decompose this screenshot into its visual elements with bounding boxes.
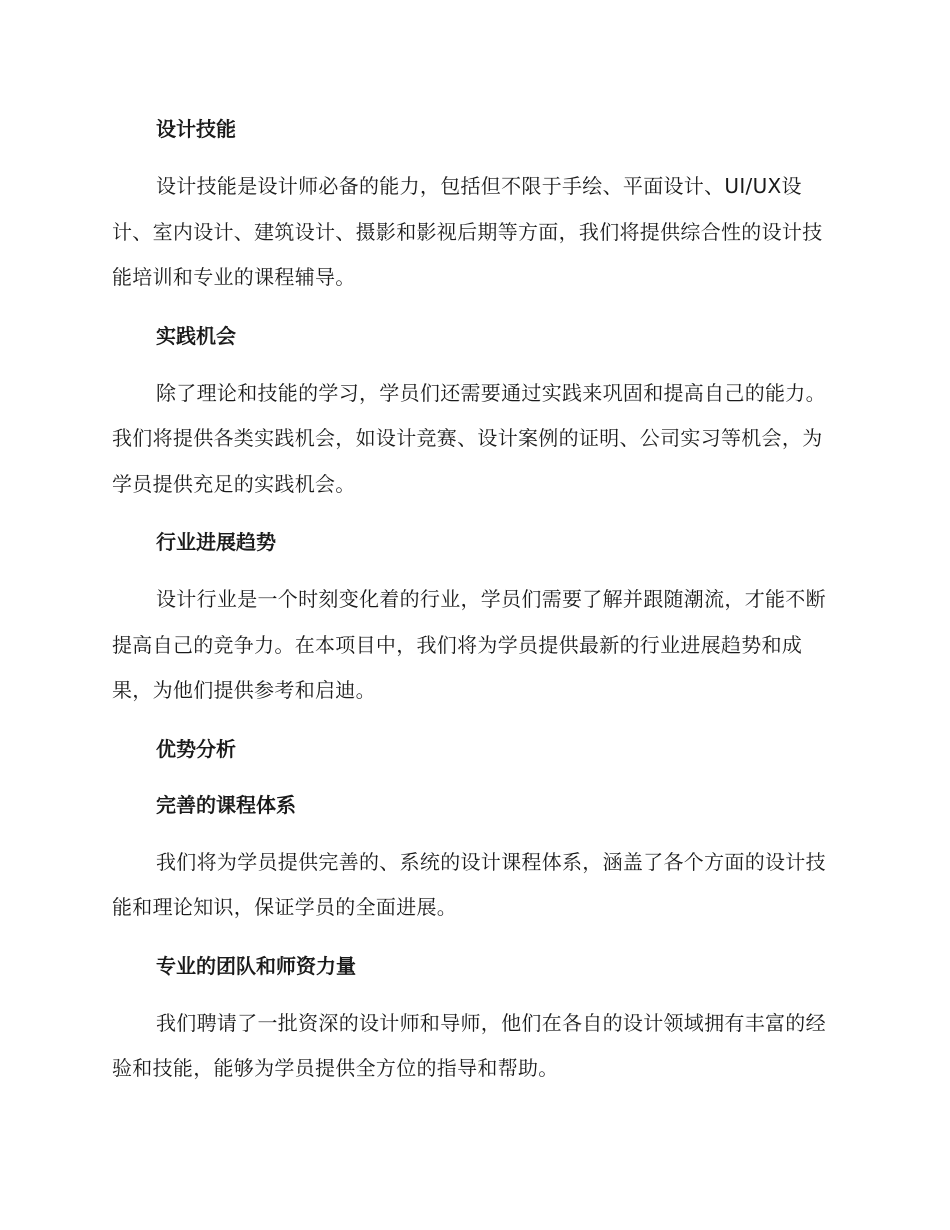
section-paragraph-team-faculty: 我们聘请了一批资深的设计师和导师，他们在各自的设计领域拥有丰富的经验和技能，能够为学员提供全方位的指导和帮助。 (112, 1010, 826, 1080)
section-paragraph-practice-opportunities: 除了理论和技能的学习，学员们还需要通过实践来巩固和提高自己的能力。我们将提供各类实践机会，如设计竞赛、设计案例的证明、公司实习等机会，为学员提供充足的实践机会。 (112, 380, 826, 496)
section-heading-practice-opportunities: 实践机会 (156, 323, 236, 348)
document-body (112, 108, 832, 1106)
section-heading-industry-trends: 行业进展趋势 (156, 530, 276, 554)
section-heading-team-faculty: 专业的团队和师资力量 (156, 953, 356, 978)
section-paragraph-course-system: 我们将为学员提供完善的、系统的设计课程体系，涵盖了各个方面的设计技能和理论知识，保证学员的全面进展。 (112, 849, 826, 919)
section-heading-course-system: 完善的课程体系 (156, 792, 296, 817)
section-paragraph-design-skills: 设计技能是设计师必备的能力，包括但不限于手绘、平面设计、UI/UX设计、室内设计、建筑设计、摄影和影视后期等方面，我们将提供综合性的设计技能培训和专业的课程辅导。 (112, 174, 823, 289)
section-heading-design-skills: 设计技能 (156, 117, 236, 141)
section-heading-advantage-analysis: 优势分析 (156, 736, 236, 761)
section-paragraph-industry-trends: 设计行业是一个时刻变化着的行业，学员们需要了解并跟随潮流，才能不断提高自己的竞争力。在本项目中，我们将为学员提供最新的行业进展趋势和成果，为他们提供参考和启迪。 (112, 587, 826, 702)
